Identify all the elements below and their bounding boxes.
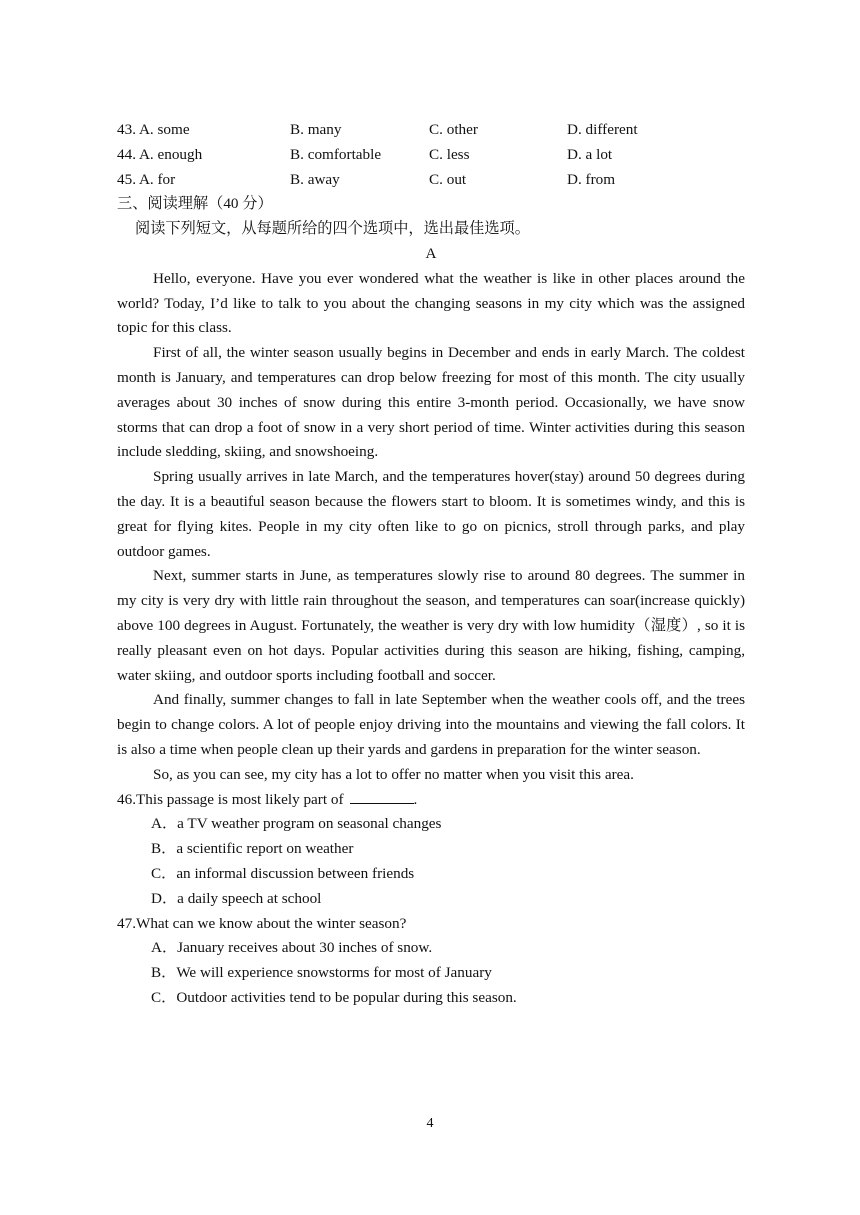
option-a: 43. A. some xyxy=(117,121,190,138)
paragraph: And finally, summer changes to fall in late September when the weather cools off, and the trees begin to change colors. A lot of people enjoy driving into the mountains and viewing the fall colors. It is also a time when people clean up their yards and gardens in preparation for the winter season. xyxy=(117,691,745,758)
paragraph: So, as you can see, my city has a lot to offer no matter when you visit this area. xyxy=(153,765,634,783)
question-46 xyxy=(117,788,745,813)
instruction: 阅读下列短文，从每题所给的四个选项中，选出最佳选项。 xyxy=(135,220,530,238)
passage-label: A xyxy=(425,244,437,262)
choice-a: A．January receives about 30 inches of snow. xyxy=(151,939,433,957)
choice-c: C．an informal discussion between friends xyxy=(151,864,415,882)
question-stem: 46.This passage is most likely part of xyxy=(117,790,344,808)
option-a: 45. A. for xyxy=(117,170,176,188)
choice-a: A．a TV weather program on seasonal changes xyxy=(151,815,442,833)
option-a: 44. A. enough xyxy=(117,145,203,163)
option-d: D. a lot xyxy=(567,145,613,163)
question-47: 47.What can we know about the winter season? xyxy=(117,914,407,932)
choice-d: D．a daily speech at school xyxy=(151,889,322,907)
option-c: C. less xyxy=(429,145,470,163)
option-b: B. comfortable xyxy=(290,145,382,163)
option-d: D. from xyxy=(567,170,616,188)
answer-blank xyxy=(350,788,414,804)
option-c: C. out xyxy=(429,170,467,188)
choice-b: B．We will experience snowstorms for most of January xyxy=(151,964,492,982)
option-c: C. other xyxy=(429,121,478,138)
paragraph: First of all, the winter season usually begins in December and ends in early March. The coldest month is January, and temperatures can drop below freezing for most of this month. The city usually averages about 30 inches of snow during this entire 3-month period. Occasionally, we have snow storms that can drop a foot of snow in a very short period of time. Winter activities during this season include sledding, skiing, and snowshoeing. xyxy=(117,344,745,461)
option-row-45 xyxy=(117,168,745,193)
question-end: . xyxy=(413,790,418,808)
exam-page xyxy=(117,118,745,1011)
choice-c: C．Outdoor activities tend to be popular during this season. xyxy=(151,988,517,1006)
option-b: B. many xyxy=(290,121,342,138)
page-number: 4 xyxy=(426,1116,434,1131)
section-title: 三、阅读理解（40 分） xyxy=(117,195,273,213)
paragraph: Spring usually arrives in late March, and the temperatures hover(stay) around 50 degrees during the day. It is a beautiful season because the flowers start to bloom. It is sometimes windy, and this is great for flying kites. People in my city often like to go on picnics, stroll through parks, and play outdoor games. xyxy=(117,468,745,560)
option-b: B. away xyxy=(290,170,340,188)
choice-b: B．a scientific report on weather xyxy=(151,840,354,858)
option-d: D. different xyxy=(567,121,638,138)
paragraph: Hello, everyone. Have you ever wondered what the weather is like in other places around the world? Today, I’d like to talk to you about the changing seasons in my city which was the assigned topic for this class. xyxy=(117,269,745,337)
option-row-43 xyxy=(117,118,745,143)
paragraph: Next, summer starts in June, as temperatures slowly rise to around 80 degrees. The summer in my city is very dry with little rain throughout the season, and temperatures can soar(increase quickly) above 100 degrees in August. Fortunately, the weather is very dry with low humidity（湿度）, so it is really pleasant even on hot days. Popular activities during this season are hiking, fishing, camping, water skiing, and outdoor sports including football and soccer. xyxy=(117,567,745,684)
option-row-44 xyxy=(117,143,745,168)
